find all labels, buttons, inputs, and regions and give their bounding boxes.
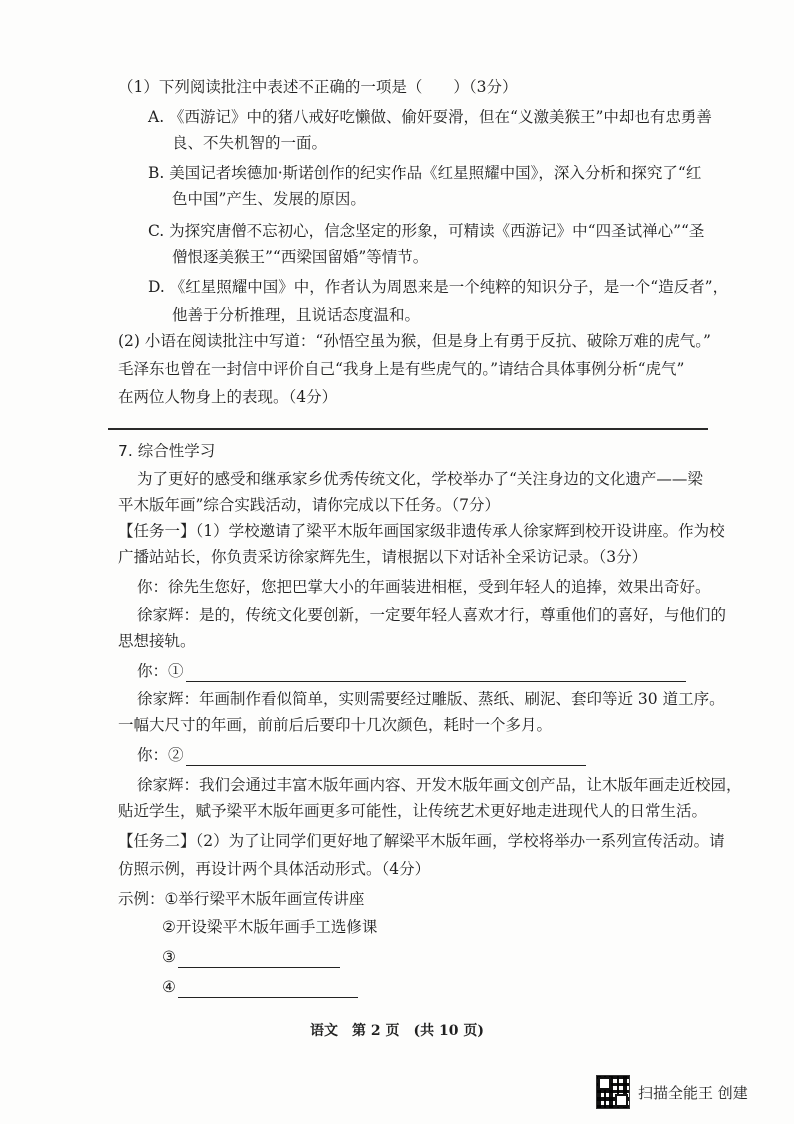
q6-part1-prompt: （1）下列阅读批注中表述不正确的一项是（ ）（3分）: [118, 78, 518, 96]
q6-part2-line1: (2) 小语在阅读批注中写道：“孙悟空虽为猴，但是身上有勇于反抗、破除万难的虎气。”: [118, 332, 711, 350]
answer-blank-2[interactable]: [186, 747, 586, 766]
answer-blank-3[interactable]: [178, 949, 340, 968]
dialogue-xu-2b: 一幅大尺寸的年画，前前后后要印十几次颜色，耗时一个多月。: [118, 716, 553, 734]
q7-title: 7. 综合性学习: [118, 442, 216, 460]
task1-line2: 广播站站长，你负责采访徐家辉先生，请根据以下对话补全采访记录。（3分）: [118, 548, 648, 566]
option-d-line2: 他善于分析推理，且说话态度温和。: [172, 306, 421, 324]
answer-row-3: [162, 946, 340, 968]
option-b-line2: 色中国”产生、发展的原因。: [172, 190, 366, 208]
option-b-line1: B. 美国记者埃德加·斯诺创作的纪实作品《红星照耀中国》，深入分析和探究了“红: [148, 164, 702, 182]
option-a-line2: 良、不失机智的一面。: [172, 134, 328, 152]
dialogue-xu-3a: 徐家辉：我们会通过丰富木版年画内容、开发木版年画文创产品，让木版年画走近校园，: [137, 776, 742, 794]
task2-line1: 【任务二】（2）为了让同学们更好地了解梁平木版年画，学校将举办一系列宣传活动。请: [118, 832, 725, 850]
q6-part2-line3: 在两位人物身上的表现。（4分）: [118, 388, 338, 406]
page-footer: 语文 第 2 页 (共 10 页): [310, 1023, 484, 1039]
q7-intro-line1: 为了更好的感受和继承家乡优秀传统文化，学校举办了“关注身边的文化遗产——梁: [137, 470, 703, 488]
dialogue-you-1: 你：徐先生您好，您把巴掌大小的年画装进相框，受到年轻人的追捧，效果出奇好。: [137, 578, 711, 596]
q7-intro-line2: 平木版年画”综合实践活动，请你完成以下任务。（7分）: [118, 496, 501, 514]
option-d-line1: D. 《红星照耀中国》中，作者认为周恩来是一个纯粹的知识分子，是一个“造反者”，: [148, 278, 729, 296]
section-divider: [108, 428, 708, 430]
dialogue-xu-1a: 徐家辉：是的，传统文化要创新，一定要年轻人喜欢才行，尊重他们的喜好，与他们的: [137, 606, 727, 624]
q6-part2-line2: 毛泽东也曾在一封信中评价自己“我身上是有些虎气的。”请结合具体事例分析“虎气”: [118, 360, 685, 378]
qr-code-icon: [596, 1075, 630, 1109]
example-2: ②开设梁平木版年画手工选修课: [162, 918, 378, 936]
dialogue-xu-1b: 思想接轨。: [118, 632, 196, 650]
example-row-1: [118, 888, 364, 910]
task1-line1: 【任务一】（1）学校邀请了梁平木版年画国家级非遗传承人徐家辉到校开设讲座。作为校: [118, 522, 725, 540]
answer-label-4: ④: [162, 978, 176, 996]
answer-blank-1[interactable]: [186, 663, 686, 682]
answer-label-2: 你：②: [137, 746, 184, 764]
dialogue-xu-2a: 徐家辉：年画制作看似简单，实则需要经过雕版、蒸纸、刷泥、套印等近 30 道工序。: [137, 690, 725, 708]
example-1: ①举行梁平木版年画宣传讲座: [164, 890, 365, 908]
answer-row-4: [162, 976, 358, 998]
answer-label-3: ③: [162, 948, 176, 966]
scanner-watermark: [596, 1075, 748, 1109]
answer-blank-4[interactable]: [178, 979, 358, 998]
option-c-line2: 僧恨逐美猴王”“西梁国留婚”等情节。: [172, 248, 429, 266]
scanner-label: 扫描全能王 创建: [638, 1083, 748, 1102]
answer-label-1: 你：①: [137, 662, 184, 680]
option-c-line1: C. 为探究唐僧不忘初心，信念坚定的形象，可精读《西游记》中“四圣试禅心”“圣: [148, 222, 705, 240]
answer-row-1: [137, 660, 686, 682]
answer-row-2: [137, 744, 586, 766]
dialogue-xu-3b: 贴近学生，赋予梁平木版年画更多可能性，让传统艺术更好地走进现代人的日常生活。: [118, 802, 708, 820]
option-a-line1: A. 《西游记》中的猪八戒好吃懒做、偷奸耍滑，但在“义激美猴王”中却也有忠勇善: [148, 108, 712, 126]
task2-line2: 仿照示例，再设计两个具体活动形式。（4分）: [118, 860, 431, 878]
example-label: 示例：: [118, 890, 165, 908]
